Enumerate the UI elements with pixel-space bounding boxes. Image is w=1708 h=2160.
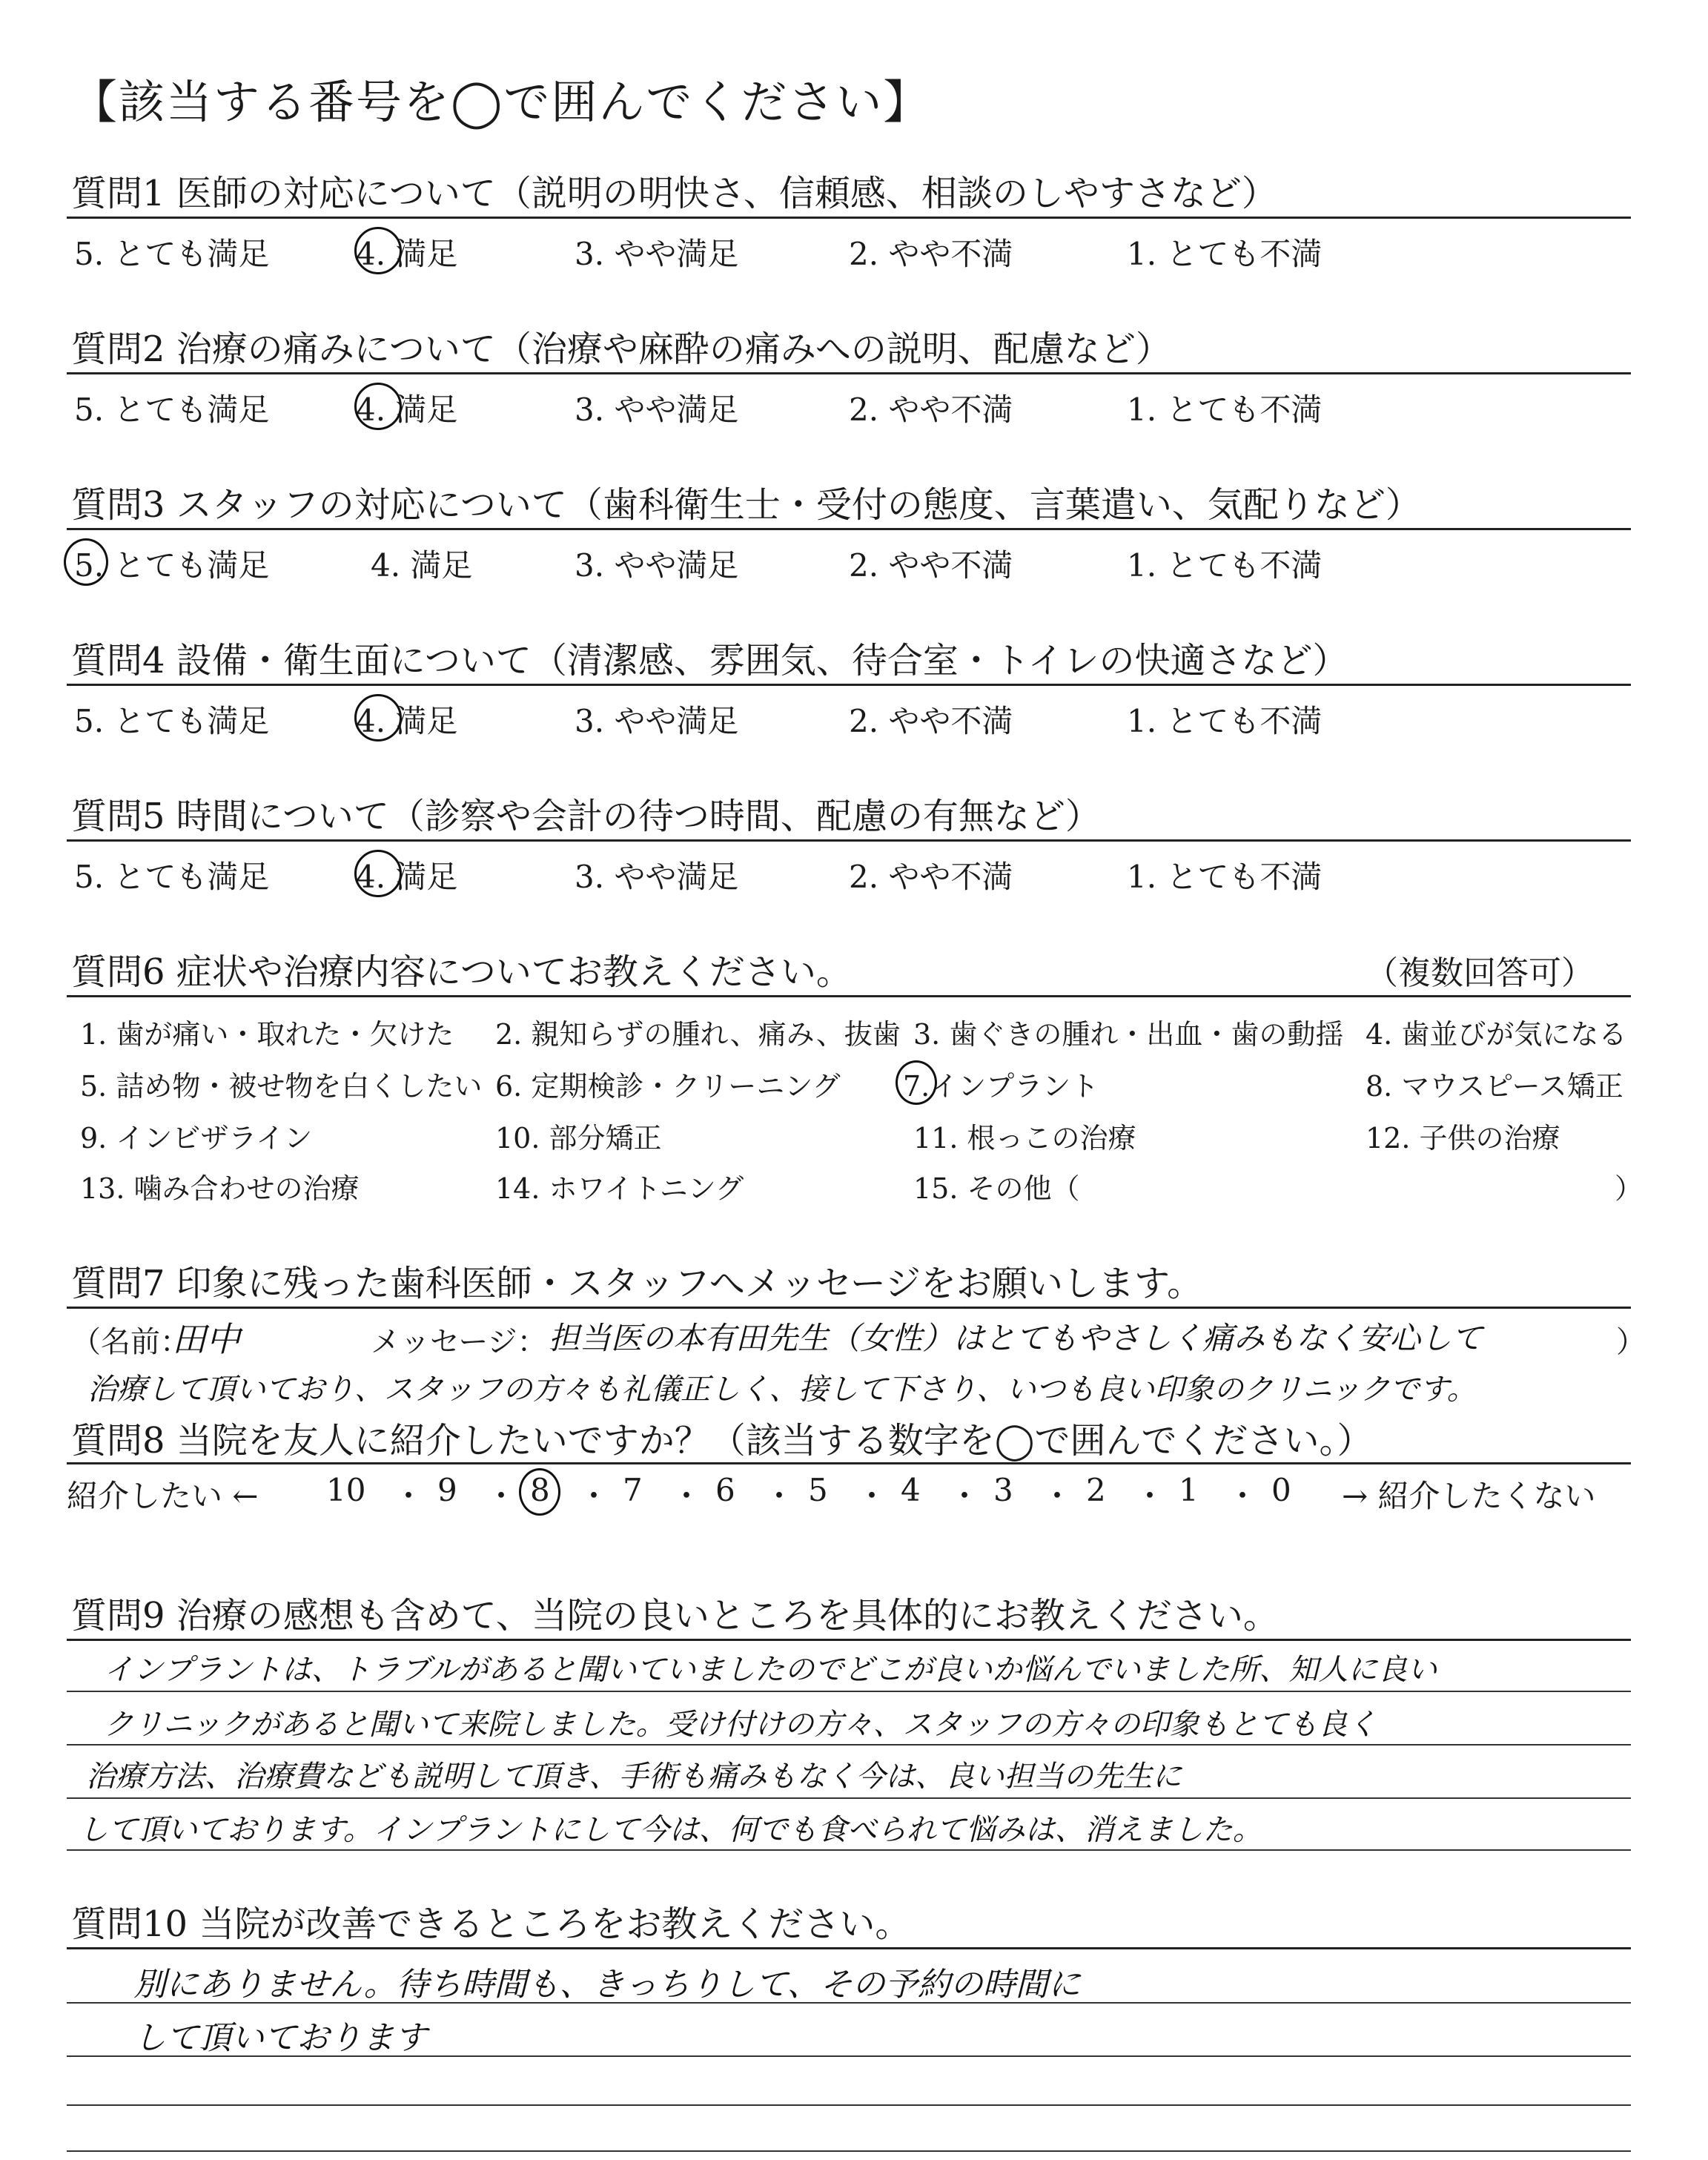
question-4-title: 質問4 設備・衛生面について（清潔感、雰囲気、待合室・トイレの快適さなど） (71, 640, 1348, 681)
question-3-title: 質問3 スタッフの対応について（歯科衛生士・受付の態度、言葉遣い、気配りなど） (71, 484, 1421, 526)
scale-sep: ・ (949, 1478, 981, 1514)
divider (67, 995, 1631, 997)
question-2-options (74, 386, 1631, 430)
option-5[interactable]: 5. とても満足 (74, 547, 270, 584)
option-2[interactable]: 2. やや不満 (849, 236, 1013, 272)
scale-sep: ・ (671, 1478, 703, 1514)
divider (67, 528, 1631, 530)
scale-7[interactable]: 7 (623, 1472, 643, 1508)
q6-item-7[interactable]: 7.インプラント (903, 1070, 1099, 1103)
option-4[interactable]: 4. 満足 (356, 236, 458, 272)
question-1-title: 質問1 医師の対応について（説明の明快さ、信頼感、相談のしやすさなど） (71, 173, 1277, 214)
selection-circle (64, 538, 108, 586)
option-3[interactable]: 3. やや満足 (575, 392, 739, 428)
q6-item-10[interactable]: 10. 部分矯正 (495, 1122, 662, 1155)
option-1[interactable]: 1. とても不満 (1127, 392, 1323, 428)
scale-sep: ・ (1134, 1478, 1166, 1514)
question-7-title: 質問7 印象に残った歯科医師・スタッフへメッセージをお願いします。 (71, 1263, 1203, 1304)
scale-sep: ・ (486, 1478, 517, 1514)
scale-10[interactable]: 10 (326, 1472, 366, 1508)
question-4-options (74, 697, 1631, 742)
option-3[interactable]: 3. やや満足 (575, 703, 739, 739)
option-2[interactable]: 2. やや不満 (849, 859, 1013, 895)
option-2[interactable]: 2. やや不満 (849, 392, 1013, 428)
scale-4[interactable]: 4 (901, 1472, 921, 1508)
message-label: メッセージ： (371, 1325, 547, 1359)
scale-right-label: → 紹介したくない (1342, 1478, 1596, 1514)
name-value[interactable]: 田中 (172, 1319, 240, 1359)
divider (67, 217, 1631, 219)
q6-item-8[interactable]: 8. マウスピース矯正 (1366, 1070, 1623, 1103)
question-5-options (74, 853, 1631, 897)
q6-item-14[interactable]: 14. ホワイトニング (495, 1172, 744, 1205)
option-1[interactable]: 1. とても不満 (1127, 547, 1323, 584)
answer-line (67, 1797, 1631, 1799)
divider (67, 1947, 1631, 1949)
option-4[interactable]: 4. 満足 (371, 547, 473, 584)
question-10-title: 質問10 当院が改善できるところをお教えください。 (71, 1903, 911, 1945)
answer-line (67, 1744, 1631, 1745)
scale-3[interactable]: 3 (993, 1472, 1013, 1508)
q10-line-2[interactable]: して頂いております (133, 2019, 427, 2057)
q9-line-4[interactable]: して頂いております。インプラントにして今は、何でも食べられて悩みは、消えました。 (79, 1813, 1262, 1847)
scale-left-label: 紹介したい ← (67, 1478, 259, 1514)
answer-line (67, 1849, 1631, 1851)
question-2-title: 質問2 治療の痛みについて（治療や麻酔の痛みへの説明、配慮など） (71, 328, 1171, 370)
option-4[interactable]: 4. 満足 (356, 392, 458, 428)
option-4[interactable]: 4. 満足 (356, 703, 458, 739)
divider (67, 1462, 1631, 1464)
question-1-options (74, 230, 1631, 274)
q6-item-11[interactable]: 11. 根っこの治療 (913, 1122, 1136, 1155)
option-2[interactable]: 2. やや不満 (849, 547, 1013, 584)
selection-circle (519, 1468, 560, 1516)
divider (67, 1307, 1631, 1309)
message-close-paren: ） (1616, 1325, 1646, 1359)
q6-item-4[interactable]: 4. 歯並びが気になる (1366, 1018, 1627, 1051)
option-5[interactable]: 5. とても満足 (74, 859, 270, 895)
message-line-2[interactable]: 治療して頂いており、スタッフの方々も礼儀正しく、接して下さり、いつも良い印象のクリニックです。 (87, 1373, 1477, 1407)
scale-sep: ・ (1227, 1478, 1259, 1514)
divider (67, 684, 1631, 686)
selection-circle (354, 694, 402, 742)
scale-0[interactable]: 0 (1271, 1472, 1291, 1508)
scale-9[interactable]: 9 (437, 1472, 457, 1508)
scale-sep: ・ (393, 1478, 425, 1514)
option-5[interactable]: 5. とても満足 (74, 392, 270, 428)
option-3[interactable]: 3. やや満足 (575, 236, 739, 272)
option-1[interactable]: 1. とても不満 (1127, 859, 1323, 895)
option-2[interactable]: 2. やや不満 (849, 703, 1013, 739)
q6-item-15[interactable]: 15. その他（ (913, 1172, 1080, 1205)
q10-line-1[interactable]: 別にありません。待ち時間も、きっちりして、その予約の時間に (133, 1966, 1081, 2004)
selection-circle (354, 850, 402, 897)
recommend-scale (67, 1472, 1638, 1516)
q6-item-13[interactable]: 13. 噛み合わせの治療 (80, 1172, 360, 1205)
answer-line (67, 2055, 1631, 2057)
option-1[interactable]: 1. とても不満 (1127, 236, 1323, 272)
option-3[interactable]: 3. やや満足 (575, 859, 739, 895)
divider (67, 1639, 1631, 1641)
q6-item-6[interactable]: 6. 定期検診・クリーニング (495, 1070, 841, 1103)
selection-circle (896, 1060, 937, 1105)
name-label: （名前： (71, 1325, 190, 1359)
q6-item-9[interactable]: 9. インビザライン (80, 1122, 313, 1155)
scale-sep: ・ (856, 1478, 888, 1514)
q6-item-12[interactable]: 12. 子供の治療 (1366, 1122, 1560, 1155)
scale-2[interactable]: 2 (1086, 1472, 1106, 1508)
q9-line-3[interactable]: 治療方法、治療費なども説明して頂き、手術も痛みもなく今は、良い担当の先生に (86, 1760, 1182, 1794)
question-9-title: 質問9 治療の感想も含めて、当院の良いところを具体的にお教えください。 (71, 1595, 1279, 1636)
message-line-1[interactable]: 担当医の本有田先生（女性）はとてもやさしく痛みもなく安心して (549, 1320, 1483, 1356)
option-5[interactable]: 5. とても満足 (74, 703, 270, 739)
option-5[interactable]: 5. とても満足 (74, 236, 270, 272)
scale-1[interactable]: 1 (1179, 1472, 1199, 1508)
answer-line (67, 2150, 1631, 2152)
scale-6[interactable]: 6 (715, 1472, 735, 1508)
multiple-answer-note: （複数回答可） (1366, 954, 1594, 992)
q6-item-1[interactable]: 1. 歯が痛い・取れた・欠けた (80, 1018, 454, 1051)
q6-item-15-close: ） (1615, 1172, 1644, 1205)
option-3[interactable]: 3. やや満足 (575, 547, 739, 584)
answer-line (67, 2104, 1631, 2106)
q6-item-2[interactable]: 2. 親知らずの腫れ、痛み、抜歯 (495, 1018, 901, 1051)
scale-sep: ・ (1042, 1478, 1073, 1514)
scale-sep: ・ (578, 1478, 610, 1514)
scale-8[interactable]: 8 (530, 1472, 550, 1508)
question-6-title: 質問6 症状や治療内容についてお教えください。 (71, 951, 852, 993)
divider (67, 839, 1631, 842)
answer-line (67, 2002, 1631, 2004)
selection-circle (354, 227, 402, 274)
q6-item-3[interactable]: 3. 歯ぐきの腫れ・出血・歯の動揺 (913, 1018, 1344, 1051)
answer-line (67, 1691, 1631, 1692)
question-8-title: 質問8 当院を友人に紹介したいですか？（該当する数字を◯で囲んでください。） (71, 1420, 1373, 1462)
q6-item-5[interactable]: 5. 詰め物・被せ物を白くしたい (80, 1070, 483, 1103)
scale-sep: ・ (764, 1478, 795, 1514)
option-4[interactable]: 4. 満足 (356, 859, 458, 895)
question-3-options (74, 541, 1631, 586)
page-title: 【該当する番号を◯で囲んでください】 (71, 75, 931, 129)
scale-5[interactable]: 5 (808, 1472, 828, 1508)
q9-line-1[interactable]: インプラントは、トラブルがあると聞いていましたのでどこが良いか悩んでいました所、知人に良い (104, 1653, 1437, 1687)
divider (67, 372, 1631, 374)
question-5-title: 質問5 時間について（診察や会計の待つ時間、配慮の有無など） (71, 796, 1101, 837)
selection-circle (354, 383, 402, 430)
q9-line-2[interactable]: クリニックがあると聞いて来院しました。受け付けの方々、スタッフの方々の印象もとても良く (104, 1708, 1377, 1742)
option-1[interactable]: 1. とても不満 (1127, 703, 1323, 739)
